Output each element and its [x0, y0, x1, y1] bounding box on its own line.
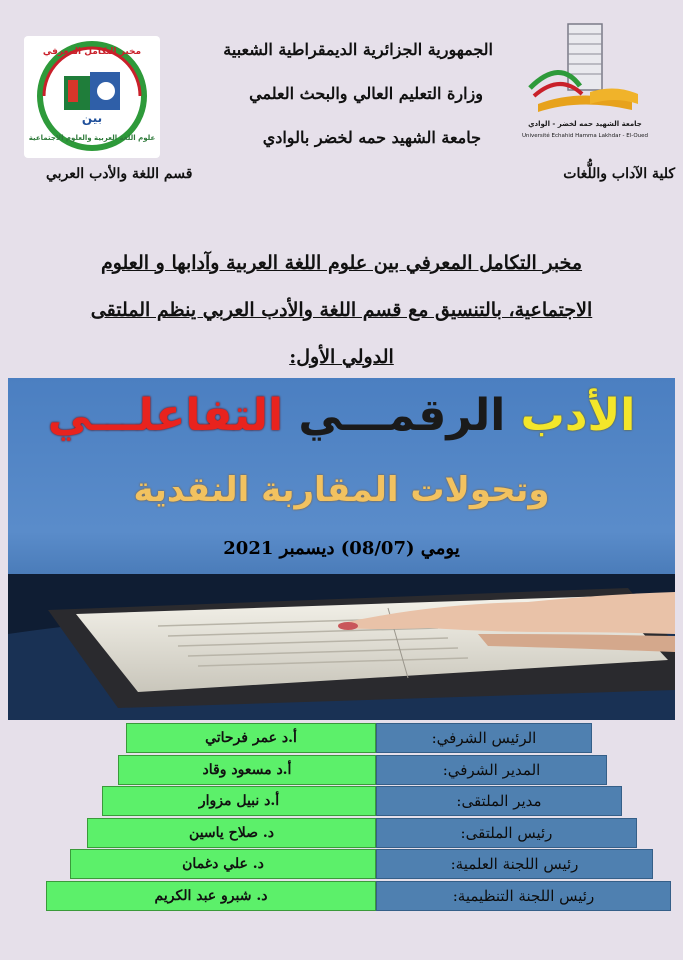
committee-member-name: أ.د مسعود وقاد [118, 755, 376, 785]
committee-member-name: د. شبرو عبد الكريم [46, 881, 376, 911]
faculty-label: كلية الآداب واللُّغات [563, 166, 675, 182]
title-word-literature: الأدب [520, 390, 636, 441]
intro-line-2: الاجتماعية، بالتنسيق مع قسم اللغة والأدب العربي ينظم الملتقى [90, 299, 593, 321]
title-word-digital: الرقمـــي [298, 390, 506, 441]
conference-subtitle: وتحولات المقاربة النقدية [133, 470, 550, 510]
committee-member-role: رئيس اللجنة العلمية: [376, 849, 653, 879]
committee-member-name: د. علي دغمان [70, 849, 376, 879]
intro-line-1: مخبر التكامل المعرفي بين علوم اللغة العربية وآدابها و العلوم [100, 252, 583, 274]
lab-logo [24, 36, 160, 158]
committee-member-role: المدير الشرفي: [376, 755, 607, 785]
logo-caption-fr: Université Echahid Hamma Lakhdar - El-Oued [521, 133, 649, 139]
ministry-line: وزارة التعليم العالي والبحث العلمي [249, 84, 483, 103]
committee-member-role: رئيس الملتقى: [376, 818, 637, 848]
logo-center-text: بين [81, 111, 103, 125]
committee-member-name: أ.د نبيل مزوار [102, 786, 376, 816]
conference-banner [8, 378, 675, 720]
university-logo [520, 18, 650, 143]
committee-member-role: الرئيس الشرفي: [376, 723, 592, 753]
conference-title [8, 390, 675, 441]
tablet-illustration [8, 574, 675, 720]
intro-paragraph [40, 240, 643, 381]
committee-member-name: د. صلاح ياسين [87, 818, 376, 848]
university-line: جامعة الشهيد حمه لخضر بالوادي [262, 128, 481, 147]
intro-line-3: الدولي الأول: [289, 346, 394, 368]
committee-member-name: أ.د عمر فرحاتي [126, 723, 376, 753]
logo-top-text: مخبر التكامل المعرفي [42, 47, 142, 57]
conference-dates: يومي (08/07) ديسمبر 2021 [223, 538, 460, 559]
committee-member-role: رئيس اللجنة التنظيمية: [376, 881, 671, 911]
republic-line: الجمهورية الجزائرية الديمقراطية الشعبية [223, 40, 493, 59]
committee-member-role: مدير الملتقى: [376, 786, 622, 816]
logo-caption-ar: جامعة الشهيد حمه لخضر - الوادي [528, 120, 642, 128]
department-label: قسم اللغة والأدب العربي [46, 166, 193, 182]
logo-bottom-text: علوم اللغة العربية والعلوم الاجتماعية [28, 134, 156, 142]
title-word-interactive: التفاعلـــي [47, 390, 284, 441]
